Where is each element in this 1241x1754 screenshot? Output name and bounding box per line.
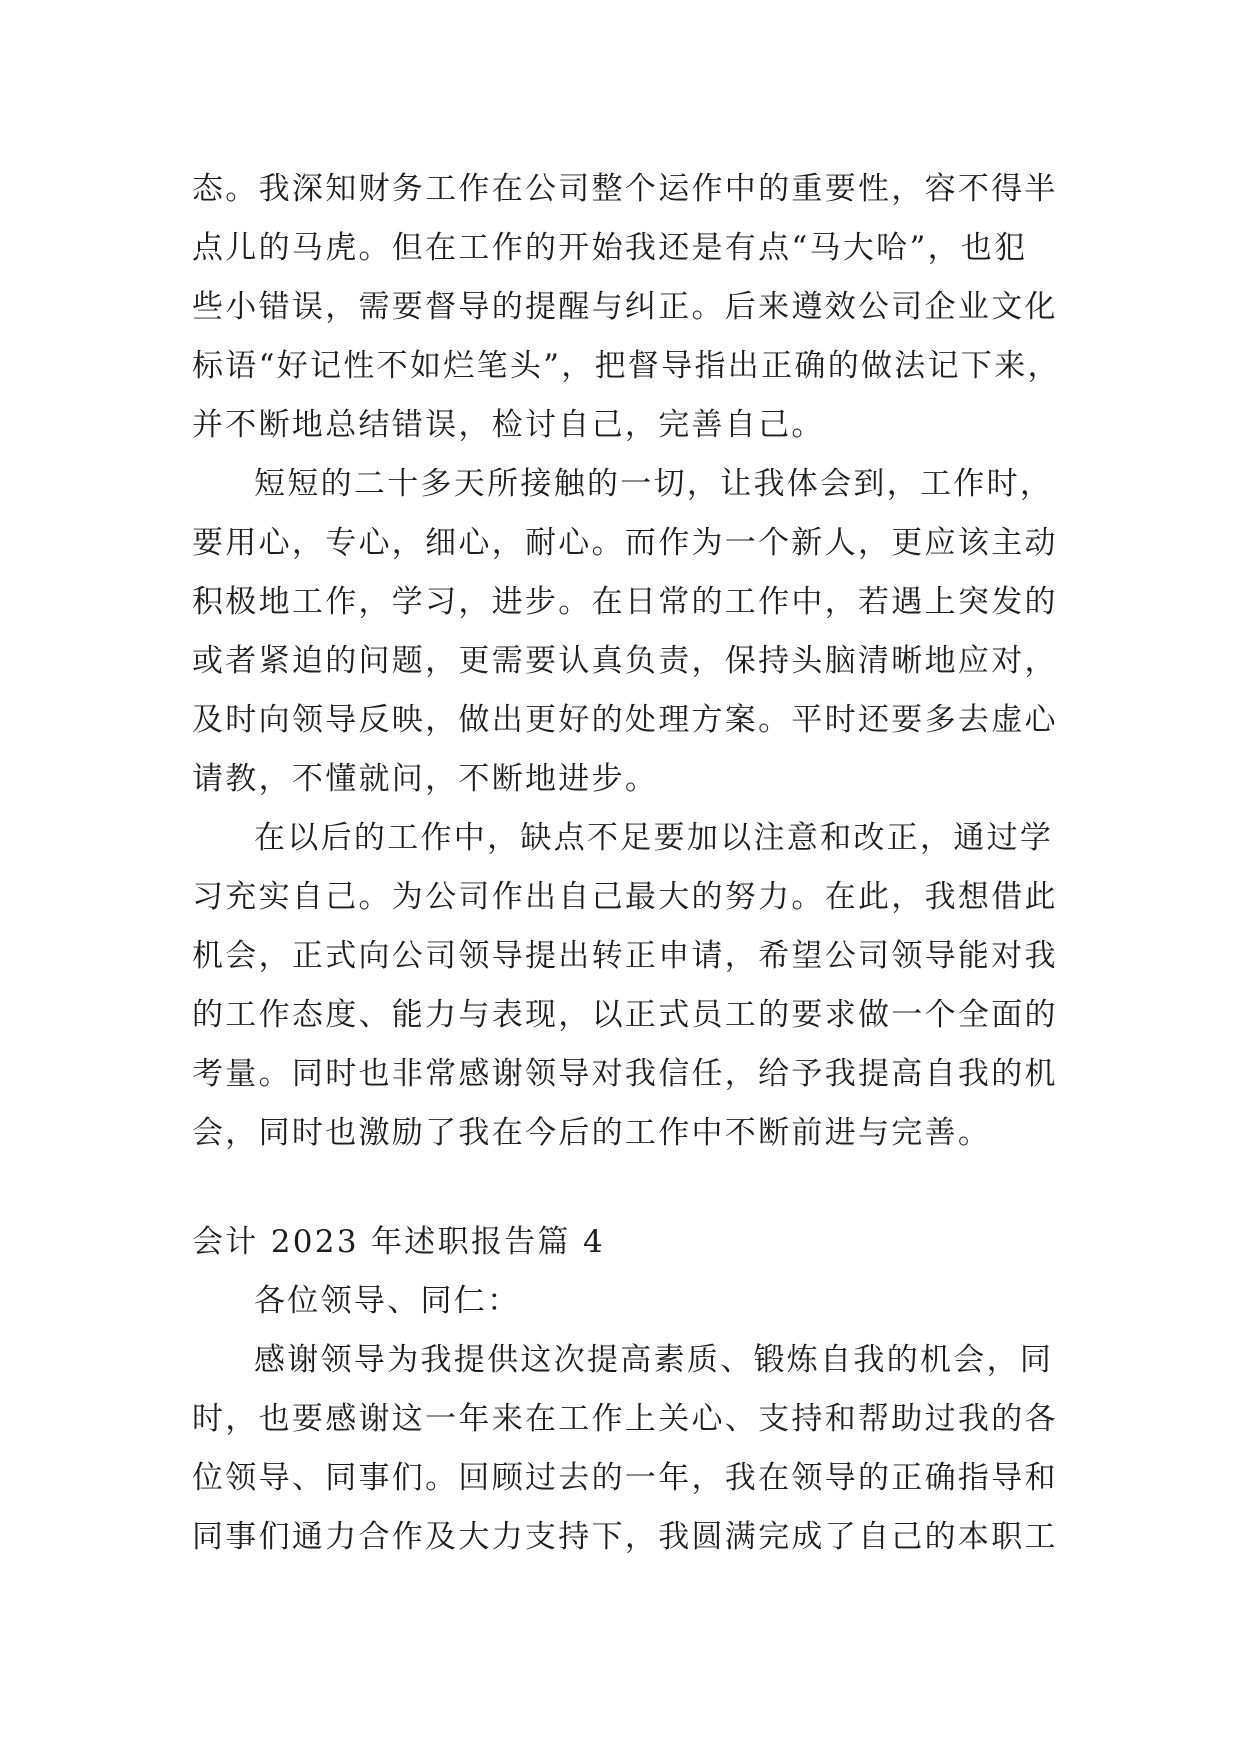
paragraph-line: 积极地工作，学习，进步。在日常的工作中，若遇上突发的 [192,584,1058,620]
paragraph-line: 些小错误，需要督导的提醒与纠正。后来遵效公司企业文化 [192,289,1058,325]
salutation: 各位领导、同仁： [254,1283,521,1319]
paragraph-line: 点儿的马虎。但在工作的开始我还是有点“马大哈”，也犯 [192,230,1028,266]
paragraph-line: 在以后的工作中，缺点不足要加以注意和改正，通过学 [254,820,1054,856]
paragraph-line: 位领导、同事们。回顾过去的一年，我在领导的正确指导和 [192,1460,1058,1496]
paragraph-line: 感谢领导为我提供这次提高素质、锻炼自我的机会，同 [254,1342,1054,1378]
paragraph-line: 时，也要感谢这一年来在工作上关心、支持和帮助过我的各 [192,1401,1058,1437]
paragraph-line: 及时向领导反映，做出更好的处理方案。平时还要多去虚心 [192,702,1058,738]
paragraph-line: 或者紧迫的问题，更需要认真负责，保持头脑清晰地应对， [192,643,1058,679]
paragraph-line: 考量。同时也非常感谢领导对我信任，给予我提高自我的机 [192,1056,1058,1092]
section-heading: 会计 2023 年述职报告篇 4 [192,1224,605,1260]
paragraph-line: 短短的二十多天所接触的一切，让我体会到，工作时， [254,466,1054,502]
paragraph-line: 并不断地总结错误，检讨自己，完善自己。 [192,407,825,443]
paragraph-line: 标语“好记性不如烂笔头”，把督导指出正确的做法记下来， [192,348,1061,384]
paragraph-line: 习充实自己。为公司作出自己最大的努力。在此，我想借此 [192,879,1058,915]
paragraph-line: 的工作态度、能力与表现，以正式员工的要求做一个全面的 [192,997,1058,1033]
paragraph-line: 会，同时也激励了我在今后的工作中不断前进与完善。 [192,1115,992,1151]
paragraph-line: 态。我深知财务工作在公司整个运作中的重要性，容不得半 [192,171,1058,207]
paragraph-line: 要用心，专心，细心，耐心。而作为一个新人，更应该主动 [192,525,1058,561]
paragraph-line: 机会，正式向公司领导提出转正申请，希望公司领导能对我 [192,938,1058,974]
paragraph-line: 同事们通力合作及大力支持下，我圆满完成了自己的本职工 [192,1519,1058,1555]
paragraph-line: 请教，不懂就问，不断地进步。 [192,761,659,797]
